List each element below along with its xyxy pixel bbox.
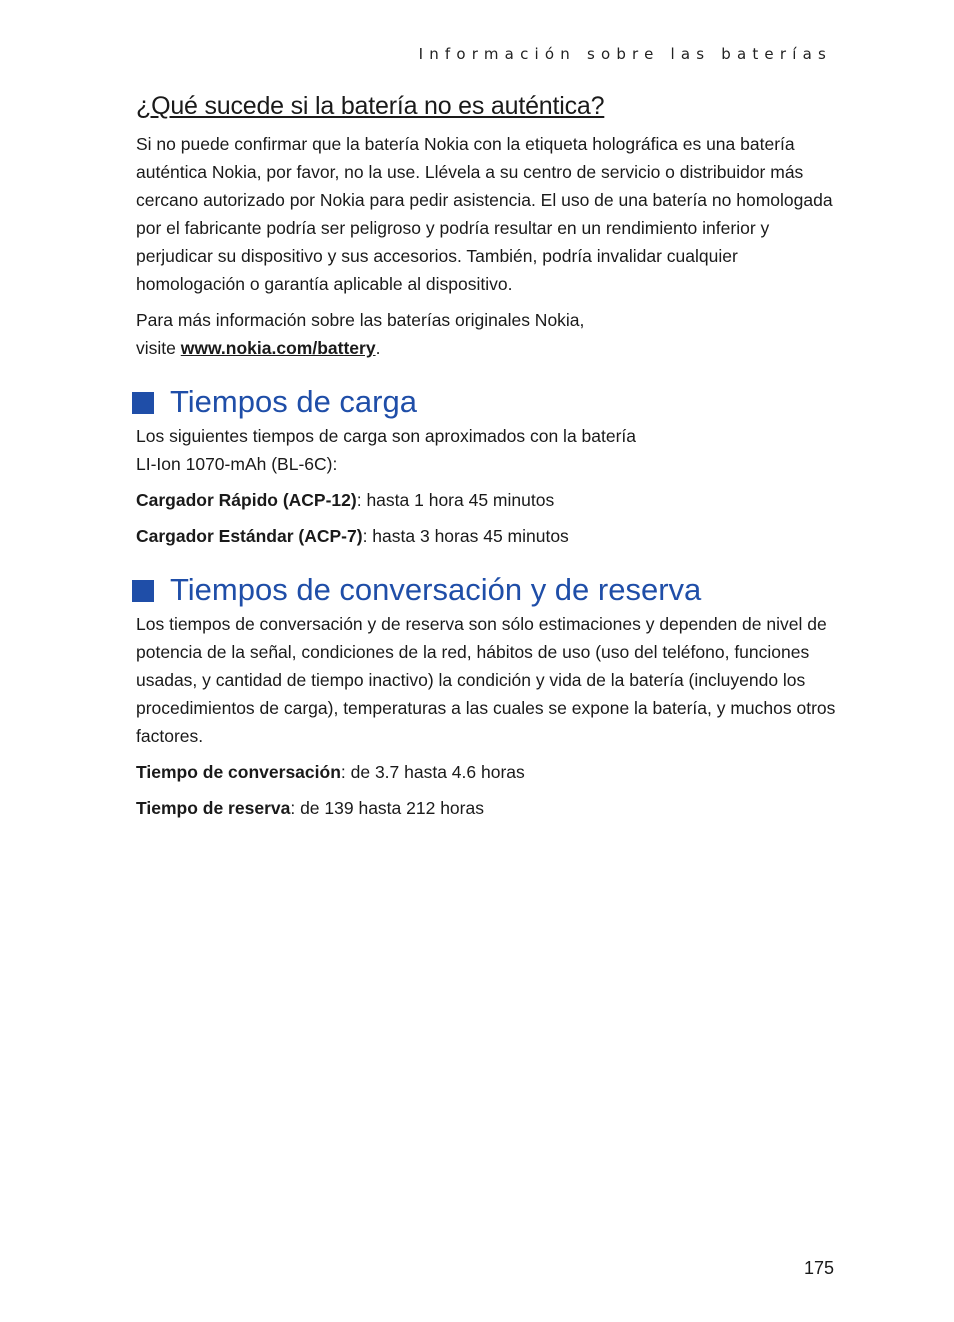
running-header: Información sobre las baterías	[418, 45, 832, 63]
charge-times-heading	[132, 382, 832, 422]
charge-intro	[136, 422, 836, 478]
spec-value: : hasta 1 hora 45 minutos	[356, 490, 555, 510]
charge-intro-line2: LI-Ion 1070-mAh (BL-6C):	[136, 454, 338, 474]
more-info-line1: Para más información sobre las baterías originales Nokia,	[136, 310, 585, 330]
more-info-prefix: visite	[136, 338, 181, 358]
more-info-paragraph	[136, 306, 836, 362]
authenticity-paragraph: Si no puede confirmar que la batería Nokia con la etiqueta holográfica es una batería auténtica Nokia, por favor, no la use. Llévela a su centro de servicio o distribuidor más cercano autorizado por Nokia para pedir asistencia. El uso de una batería no homologada por el fabricante podría ser peligroso y podría resultar en un rendimiento inferior y perjudicar su dispositivo y sus accesorios. También, podría invalidar cualquier homologación o garantía aplicable al dispositivo.	[136, 134, 833, 294]
page-content	[136, 88, 836, 830]
authenticity-heading: ¿Qué sucede si la batería no es auténtica?	[136, 92, 605, 120]
square-bullet-icon	[132, 580, 154, 602]
spec-label: Tiempo de reserva	[136, 798, 291, 818]
spec-label: Cargador Rápido (ACP-12)	[136, 490, 357, 510]
talk-spec-talk	[136, 758, 836, 786]
spec-value: : hasta 3 horas 45 minutos	[362, 526, 569, 546]
charge-spec-standard	[136, 522, 836, 550]
charge-spec-fast	[136, 486, 836, 514]
charge-times-title: Tiempos de carga	[170, 384, 417, 419]
spec-label: Tiempo de conversación	[136, 762, 341, 782]
talk-standby-paragraph: Los tiempos de conversación y de reserva son sólo estimaciones y dependen de nivel de potencia de la señal, condiciones de la red, hábitos de uso (uso del teléfono, funciones usadas, y cantidad de tiempo inactivo) la condición y vida de la batería (incluyendo los procedimientos de carga), temperaturas a las cuales se expone la batería, y muchos otros factores.	[136, 614, 836, 746]
spec-value: : de 139 hasta 212 horas	[290, 798, 484, 818]
spec-value: : de 3.7 hasta 4.6 horas	[340, 762, 525, 782]
talk-spec-standby	[136, 794, 836, 822]
talk-standby-title: Tiempos de conversación y de reserva	[170, 572, 702, 607]
charge-intro-line1: Los siguientes tiempos de carga son aproximados con la batería	[136, 426, 637, 446]
more-info-suffix: .	[375, 338, 381, 358]
page-number: 175	[803, 1258, 834, 1278]
square-bullet-icon	[132, 392, 154, 414]
spec-label: Cargador Estándar (ACP-7)	[136, 526, 363, 546]
talk-standby-heading	[132, 570, 832, 610]
nokia-battery-link[interactable]: www.nokia.com/battery	[180, 338, 376, 358]
